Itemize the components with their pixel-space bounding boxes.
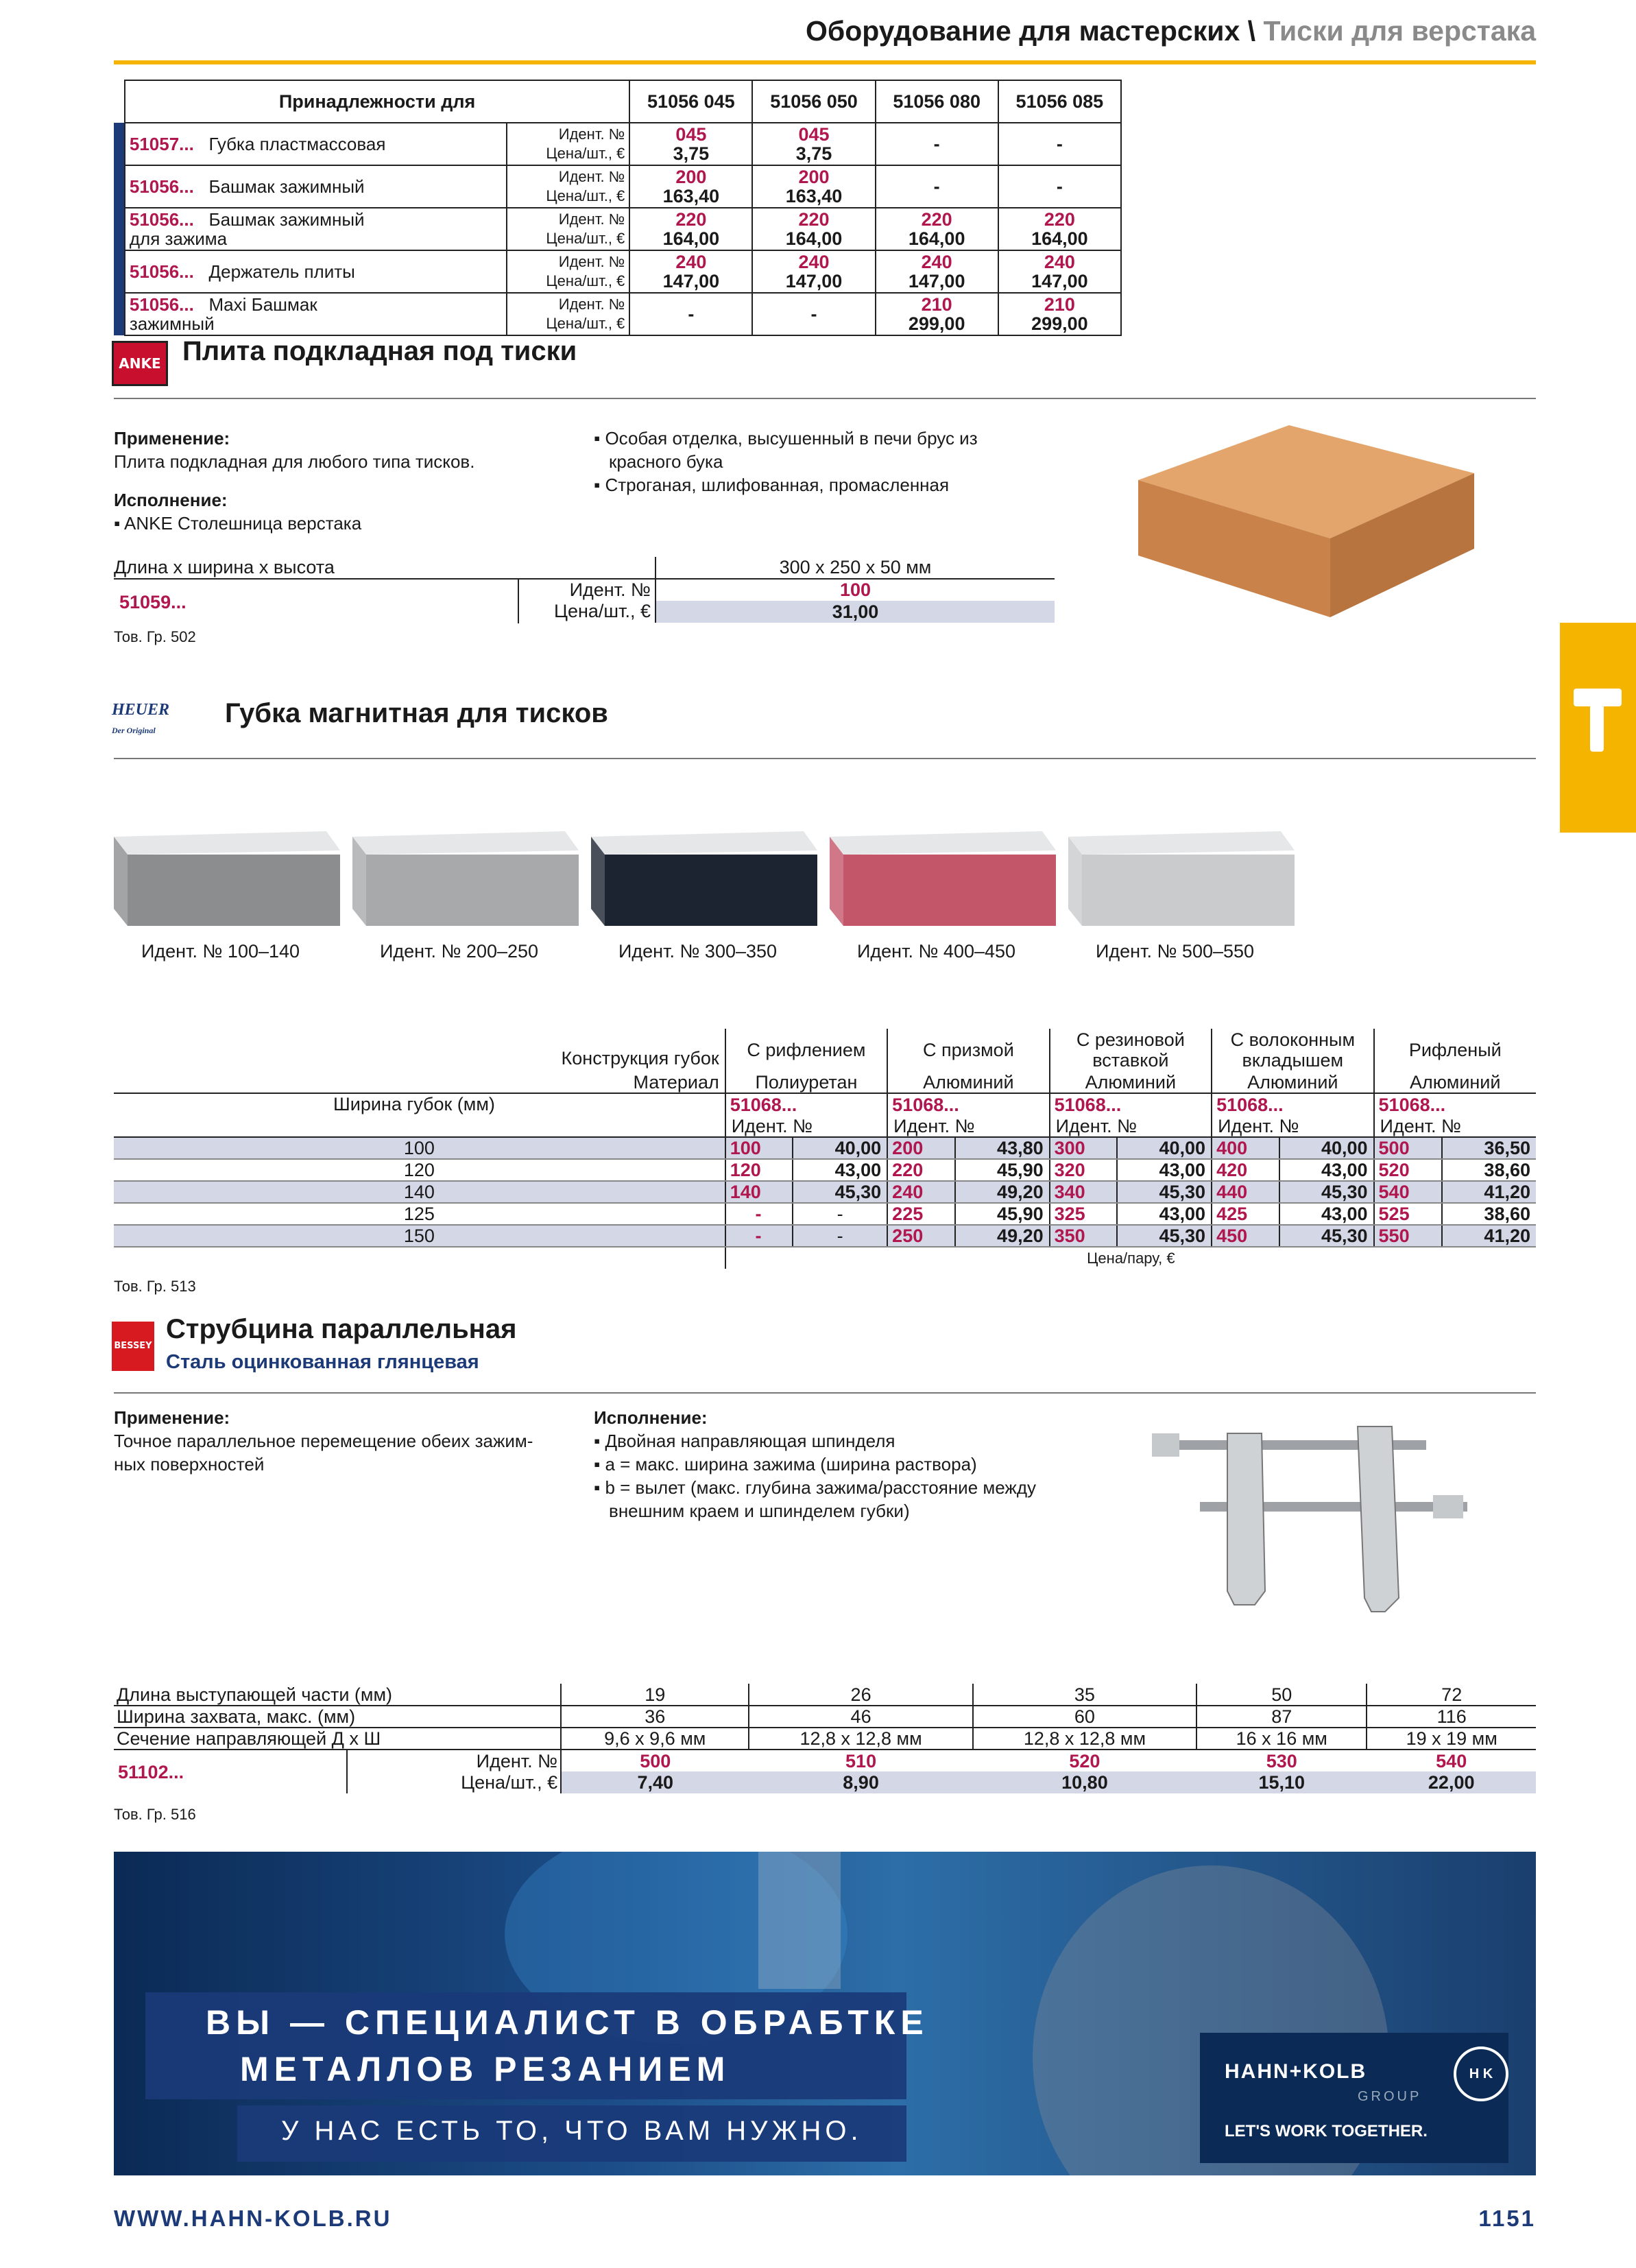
jaw-price: 43,00 — [1279, 1159, 1374, 1181]
jaw-ident: 400 — [1212, 1137, 1279, 1159]
jaw-ident: 440 — [1212, 1181, 1279, 1203]
clamp-table — [114, 1684, 1536, 1793]
header-subtitle: Тиски для верстака — [1263, 15, 1536, 47]
jaw-material: Алюминий — [1374, 1071, 1536, 1093]
jaw-width: 100 — [114, 1137, 725, 1159]
spec-value: 12,8 x 12,8 мм — [749, 1728, 972, 1750]
jaw-type: С резиновой вставкой — [1050, 1029, 1212, 1071]
application-label: Применение: — [114, 1407, 230, 1428]
width-label: Ширина губок (мм) — [114, 1093, 725, 1137]
jaw-picture — [1068, 823, 1295, 926]
jaw-ident: 525 — [1374, 1203, 1442, 1225]
jaw-picture — [114, 823, 340, 926]
application-text: Точное параллельное перемещение обеих зажим- — [114, 1431, 533, 1451]
header-title: Оборудование для мастерских — [805, 15, 1240, 47]
jaw-ident-label: Идент. № — [1050, 1115, 1212, 1137]
jaw-price: 49,20 — [955, 1181, 1050, 1203]
hk-circle-icon: H K — [1454, 2046, 1508, 2101]
jaw-ident: 350 — [1050, 1225, 1117, 1247]
price-label: Цена/шт., € — [554, 601, 651, 621]
jaw-material: Полиуретан — [725, 1071, 887, 1093]
accessory-cell: 220 164,00 — [998, 208, 1121, 250]
plate-features — [594, 427, 1019, 497]
spec-label: Сечение направляющей Д х Ш — [117, 1728, 381, 1749]
product-group: Тов. Гр. 516 — [114, 1806, 196, 1823]
jaw-width: 150 — [114, 1225, 725, 1247]
clamp-image — [1145, 1399, 1488, 1619]
dim-label: Длина х ширина х высота — [114, 557, 655, 579]
accessory-cell: 240 147,00 — [629, 250, 752, 293]
spec-value: 12,8 x 12,8 мм — [973, 1728, 1196, 1750]
table-row — [114, 1225, 1536, 1247]
jaw-caption: Идент. № 100–140 — [141, 941, 300, 962]
row-labels: Идент. № Цена/шт., € — [507, 250, 629, 293]
accessory-cell: - — [998, 123, 1121, 165]
jaw-ident-label: Идент. № — [887, 1115, 1049, 1137]
jaw-ident: 500 — [1374, 1137, 1442, 1159]
clamp-price: 22,00 — [1367, 1771, 1536, 1793]
jaw-caption: Идент. № 300–350 — [618, 941, 778, 962]
table-row — [114, 1159, 1536, 1181]
jaw-price: 40,00 — [1279, 1137, 1374, 1159]
jaw-price: 41,20 — [1442, 1225, 1536, 1247]
jaw-ident: - — [725, 1203, 793, 1225]
jaw-ident: 320 — [1050, 1159, 1117, 1181]
spec-value: 19 — [561, 1684, 749, 1706]
construction-label: Конструкция губок — [561, 1048, 719, 1069]
clamp-price: 10,80 — [973, 1771, 1196, 1793]
table-row — [114, 1684, 1536, 1706]
jaw-ident: 140 — [725, 1181, 793, 1203]
header-separator: \ — [1247, 15, 1256, 47]
plate-table — [114, 557, 1055, 623]
table-row — [114, 250, 1121, 293]
jaw-ident: 550 — [1374, 1225, 1442, 1247]
clamp-price: 7,40 — [561, 1771, 749, 1793]
spec-label: Ширина захвата, макс. (мм) — [117, 1706, 356, 1727]
jaw-ident-label: Идент. № — [725, 1115, 887, 1137]
accessory-name: 51056... Башмак зажимный для зажима — [125, 208, 507, 250]
jaw-price: 41,20 — [1442, 1181, 1536, 1203]
jaw-code: 51068... — [1212, 1093, 1373, 1115]
jaw-ident: 420 — [1212, 1159, 1279, 1181]
accessory-name: 51056... Maxi Башмак зажимный — [125, 293, 507, 335]
feature-item: ▪ Строганая, шлифованная, промасленная — [594, 475, 950, 495]
bessey-logo: BESSEY — [112, 1322, 154, 1371]
jaw-ident-label: Идент. № — [1374, 1115, 1536, 1137]
price-label: Цена/шт., € — [347, 1771, 561, 1793]
accessory-cell: - — [752, 293, 875, 335]
spec-value: 87 — [1196, 1706, 1367, 1728]
hammer-icon — [1560, 623, 1636, 833]
jaw-ident: 520 — [1374, 1159, 1442, 1181]
accessory-cell: 220 164,00 — [752, 208, 875, 250]
table-row — [114, 1137, 1536, 1159]
product-group: Тов. Гр. 502 — [114, 628, 196, 645]
jaw-price: 43,00 — [793, 1159, 887, 1181]
jaw-image-2 — [352, 823, 579, 981]
clamp-ident: 500 — [640, 1750, 671, 1771]
jaw-price: 40,00 — [793, 1137, 887, 1159]
divider — [114, 1392, 1536, 1394]
jaw-image-3 — [591, 823, 817, 981]
product-group: Тов. Гр. 513 — [114, 1278, 196, 1295]
accessory-cell: 210 299,00 — [998, 293, 1121, 335]
spec-value: 16 x 16 мм — [1196, 1728, 1367, 1750]
jaw-picture — [591, 823, 817, 926]
banner-line-1: ВЫ — СПЕЦИАЛИСТ В ОБРАБТКЕ — [206, 2003, 929, 2042]
jaw-price: 43,80 — [955, 1137, 1050, 1159]
jaw-caption: Идент. № 400–450 — [857, 941, 1016, 962]
clamp-ident: 520 — [1069, 1750, 1100, 1771]
col-header: 51056 080 — [876, 80, 998, 123]
jaw-material: Алюминий — [1050, 1071, 1212, 1093]
jaw-ident: 540 — [1374, 1181, 1442, 1203]
row-labels: Идент. № Цена/шт., € — [507, 165, 629, 208]
jaw-price: 45,90 — [955, 1203, 1050, 1225]
ident-value: 100 — [839, 580, 871, 600]
accessory-cell: 045 3,75 — [752, 123, 875, 165]
accessories-head-label: Принадлежности для — [125, 80, 629, 123]
execution-item: ▪ b = вылет (макс. глубина зажима/расстояние между внешним краем и шпинделем губки) — [594, 1477, 1036, 1521]
accessory-cell: 200 163,40 — [629, 165, 752, 208]
jaw-ident: 225 — [887, 1203, 954, 1225]
table-row — [114, 208, 1121, 250]
jaw-image-4 — [830, 823, 1056, 981]
page-number: 1151 — [1478, 2206, 1536, 2231]
jaw-price: 43,00 — [1117, 1159, 1212, 1181]
page-header — [713, 15, 1536, 47]
divider — [114, 758, 1536, 759]
jaw-price: 36,50 — [1442, 1137, 1536, 1159]
table-row — [114, 1706, 1536, 1728]
jaw-price: 45,30 — [1117, 1181, 1212, 1203]
jaw-ident: 200 — [887, 1137, 954, 1159]
accessory-name: 51056... Башмак зажимный — [125, 165, 507, 208]
application-label: Применение: — [114, 428, 230, 449]
jaw-type: С рифлением — [725, 1029, 887, 1071]
jaw-price: - — [793, 1203, 887, 1225]
plate-image — [1124, 411, 1481, 638]
accessory-cell: 045 3,75 — [629, 123, 752, 165]
brand-sub: GROUP — [1358, 2089, 1422, 2104]
footer-url[interactable]: WWW.HAHN-KOLB.RU — [114, 2206, 392, 2231]
accessory-cell: 200 163,40 — [752, 165, 875, 208]
accessory-cell: 220 164,00 — [876, 208, 998, 250]
anke-logo: ANKE — [112, 341, 168, 386]
jaw-ident: 450 — [1212, 1225, 1279, 1247]
accessory-cell: 240 147,00 — [876, 250, 998, 293]
jaw-ident: 250 — [887, 1225, 954, 1247]
jaw-width: 140 — [114, 1181, 725, 1203]
accessories-table — [114, 80, 1122, 336]
accessory-cell: 240 147,00 — [998, 250, 1121, 293]
material-label: Материал — [114, 1071, 725, 1093]
jaw-ident: 220 — [887, 1159, 954, 1181]
jaw-picture — [830, 823, 1056, 926]
table-row — [114, 123, 1121, 165]
spec-label: Длина выступающей части (мм) — [117, 1684, 393, 1705]
jaw-ident: 240 — [887, 1181, 954, 1203]
table-row — [114, 1203, 1536, 1225]
jaw-width: 125 — [114, 1203, 725, 1225]
clamp-price: 8,90 — [749, 1771, 972, 1793]
jaw-picture — [352, 823, 579, 926]
jaw-price: 43,00 — [1279, 1203, 1374, 1225]
clamp-execution — [594, 1406, 1074, 1523]
ident-label: Идент. № — [569, 580, 651, 600]
ident-label: Идент. № — [347, 1750, 561, 1771]
table-row — [114, 1181, 1536, 1203]
accessory-cell: 210 299,00 — [876, 293, 998, 335]
jaw-price: 45,30 — [1279, 1181, 1374, 1203]
section-tab[interactable] — [1560, 623, 1636, 833]
execution-label: Исполнение: — [594, 1407, 708, 1428]
jaw-material: Алюминий — [1212, 1071, 1373, 1093]
jaw-type: С призмой — [887, 1029, 1049, 1071]
row-labels: Идент. № Цена/шт., € — [507, 208, 629, 250]
product-code: 51059... — [119, 592, 187, 612]
jaw-width: 120 — [114, 1159, 725, 1181]
jaw-price: 45,90 — [955, 1159, 1050, 1181]
banner-line-2: МЕТАЛЛОВ РЕЗАНИЕМ — [240, 2050, 731, 2088]
jaw-image-1 — [114, 823, 340, 981]
jaw-ident: 100 — [725, 1137, 793, 1159]
jaw-price: 38,60 — [1442, 1159, 1536, 1181]
jaws-table — [114, 1029, 1536, 1269]
application-text: ных поверхностей — [114, 1454, 265, 1475]
col-header: 51056 085 — [998, 80, 1121, 123]
jaw-type: С волоконным вкладышем — [1212, 1029, 1373, 1071]
clamp-price: 15,10 — [1196, 1771, 1367, 1793]
jaw-ident: 300 — [1050, 1137, 1117, 1159]
jaw-ident-label: Идент. № — [1212, 1115, 1373, 1137]
execution-item: ▪ Двойная направляющая шпинделя — [594, 1431, 895, 1451]
spec-value: 50 — [1196, 1684, 1367, 1706]
spec-value: 19 x 19 мм — [1367, 1728, 1536, 1750]
jaw-price: 45,30 — [1117, 1225, 1212, 1247]
table-row — [114, 1728, 1536, 1750]
clamp-ident: 510 — [845, 1750, 877, 1771]
spec-value: 26 — [749, 1684, 972, 1706]
jaw-material: Алюминий — [887, 1071, 1049, 1093]
jaw-price: - — [793, 1225, 887, 1247]
jaw-images — [114, 823, 1307, 981]
jaw-type: Рифленый — [1374, 1029, 1536, 1071]
jaw-price: 49,20 — [955, 1225, 1050, 1247]
accessory-cell: - — [876, 165, 998, 208]
clamp-title: Струбцина параллельная — [166, 1314, 517, 1344]
hahn-kolb-logo[interactable] — [1200, 2033, 1508, 2163]
product-code: 51102... — [114, 1750, 347, 1793]
clamp-application — [114, 1406, 587, 1476]
jaw-code: 51068... — [1050, 1093, 1212, 1115]
dim-value: 300 x 250 x 50 мм — [655, 557, 1055, 579]
jaw-ident: - — [725, 1225, 793, 1247]
jaw-price: 40,00 — [1117, 1137, 1212, 1159]
table-row — [114, 293, 1121, 335]
jaw-price: 45,30 — [793, 1181, 887, 1203]
accessory-cell: 240 147,00 — [752, 250, 875, 293]
jaw-code: 51068... — [725, 1093, 887, 1115]
execution-label: Исполнение: — [114, 490, 228, 510]
spec-value: 36 — [561, 1706, 749, 1728]
divider — [114, 398, 1536, 399]
row-labels: Идент. № Цена/шт., € — [507, 123, 629, 165]
spec-value: 9,6 x 9,6 мм — [561, 1728, 749, 1750]
jaw-price: 38,60 — [1442, 1203, 1536, 1225]
price-value: 31,00 — [655, 601, 1055, 623]
row-labels: Идент. № Цена/шт., € — [507, 293, 629, 335]
jaw-ident: 120 — [725, 1159, 793, 1181]
jaw-image-5 — [1068, 823, 1295, 981]
accessory-name: 51057... Губка пластмассовая — [125, 123, 507, 165]
accessory-cell: - — [629, 293, 752, 335]
plate-labels — [518, 580, 655, 623]
table-header-row — [114, 80, 1121, 123]
spec-value: 60 — [973, 1706, 1196, 1728]
spec-value: 116 — [1367, 1706, 1536, 1728]
price-note: Цена/пару, € — [725, 1247, 1536, 1269]
clamp-ident: 530 — [1266, 1750, 1297, 1771]
heuer-logo: HEUER Der Original — [112, 701, 170, 735]
clamp-subtitle: Сталь оцинкованная глянцевая — [166, 1351, 479, 1373]
jaw-caption: Идент. № 500–550 — [1096, 941, 1255, 962]
jaw-caption: Идент. № 200–250 — [380, 941, 539, 962]
jaw-ident: 425 — [1212, 1203, 1279, 1225]
brand-slogan: LET'S WORK TOGETHER. — [1225, 2122, 1428, 2140]
plate-title: Плита подкладная под тиски — [182, 336, 577, 366]
plate-application — [114, 427, 594, 535]
header-rule — [114, 60, 1536, 64]
execution-item: ▪ ANKE Столешница верстака — [114, 513, 362, 534]
brand-name: HAHN+KOLB — [1225, 2060, 1367, 2083]
spec-value: 35 — [973, 1684, 1196, 1706]
jaw-ident: 340 — [1050, 1181, 1117, 1203]
col-header: 51056 045 — [629, 80, 752, 123]
accessory-cell: 220 164,00 — [629, 208, 752, 250]
clamp-ident: 540 — [1436, 1750, 1467, 1771]
table-row — [114, 165, 1121, 208]
col-header: 51056 050 — [752, 80, 875, 123]
jaw-ident: 325 — [1050, 1203, 1117, 1225]
jaw-price: 45,30 — [1279, 1225, 1374, 1247]
accessory-cell: - — [876, 123, 998, 165]
jaw-price: 43,00 — [1117, 1203, 1212, 1225]
feature-item: ▪ Особая отделка, высушенный в печи брус из красного бука — [594, 428, 978, 472]
accessory-name: 51056... Держатель плиты — [125, 250, 507, 293]
banner-line-3: У НАС ЕСТЬ ТО, ЧТО ВАМ НУЖНО. — [281, 2116, 863, 2146]
application-text: Плита подкладная для любого типа тисков. — [114, 451, 475, 472]
jaw-code: 51068... — [1374, 1093, 1536, 1115]
jaws-title: Губка магнитная для тисков — [225, 698, 608, 728]
spec-value: 72 — [1367, 1684, 1536, 1706]
spec-value: 46 — [749, 1706, 972, 1728]
execution-item: ▪ a = макс. ширина зажима (ширина раствора) — [594, 1454, 977, 1475]
jaw-code: 51068... — [887, 1093, 1049, 1115]
accessory-cell: - — [998, 165, 1121, 208]
